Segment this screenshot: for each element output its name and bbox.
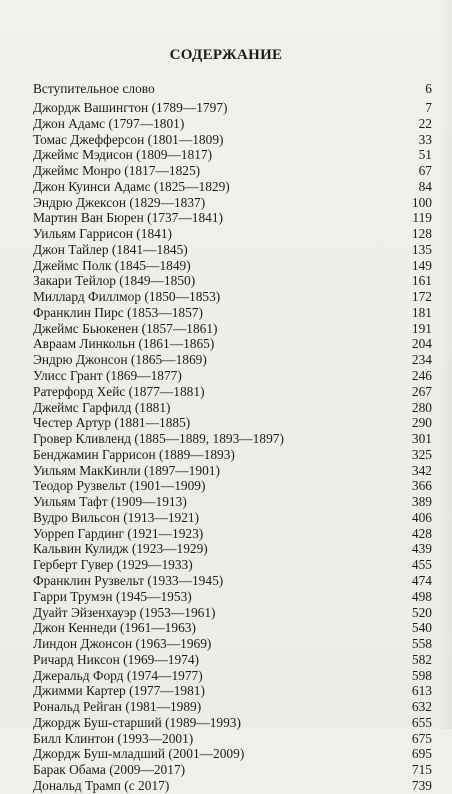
- toc-row: [33, 100, 432, 116]
- toc-entry-page: 161: [411, 273, 432, 289]
- toc-row: [33, 273, 432, 289]
- toc-entry-page: 51: [418, 147, 432, 163]
- toc-entry-label: Мартин Ван Бюрен (1737—1841): [33, 210, 224, 226]
- toc-entry-page: 366: [411, 478, 432, 494]
- toc-row: [33, 541, 432, 557]
- toc-row: [33, 447, 432, 463]
- toc-row: [33, 778, 432, 794]
- toc-row: [33, 683, 432, 699]
- toc-entry-page: 715: [411, 762, 432, 778]
- toc-row: [33, 163, 432, 179]
- toc-row: [33, 258, 432, 274]
- toc-entry-label: Улисс Грант (1869—1877): [33, 368, 182, 384]
- toc-entry-page: 389: [411, 494, 432, 510]
- toc-entry-label: Закари Тейлор (1849—1850): [33, 273, 196, 289]
- toc-row: [33, 526, 432, 542]
- toc-entry-label: Джеймс Бьюкенен (1857—1861): [33, 320, 218, 336]
- toc-entry-page: 582: [411, 651, 432, 667]
- toc-row: [33, 605, 432, 621]
- toc-entry-label: Гровер Кливленд (1885—1889, 1893—1897): [33, 431, 284, 447]
- toc-entry-label: Линдон Джонсон (1963—1969): [33, 636, 212, 652]
- toc-row: [33, 478, 432, 494]
- toc-entry-label: Джеймс Гарфилд (1881): [33, 399, 171, 415]
- toc-entry-page: 613: [411, 683, 432, 699]
- toc-entry-label: Герберт Гувер (1929—1933): [33, 557, 193, 573]
- toc-entry-page: 655: [411, 714, 432, 730]
- toc-entry-label: Джордж Буш-младший (2001—2009): [33, 746, 245, 762]
- toc-entry-label: Джимми Картер (1977—1981): [33, 683, 205, 699]
- toc-row: [33, 400, 432, 416]
- toc-row: [33, 289, 432, 305]
- toc-entry-page: 739: [411, 777, 432, 793]
- page-edge-shadow: [438, 0, 452, 729]
- toc-row: [33, 210, 432, 226]
- toc-entry-page: 204: [411, 336, 432, 352]
- toc-entry-label: Джон Адамс (1797—1801): [33, 115, 185, 131]
- toc-row: [33, 384, 432, 400]
- toc-row: [33, 242, 432, 258]
- toc-entry-page: 234: [411, 352, 432, 368]
- toc-row: [33, 620, 432, 636]
- page-title: СОДЕРЖАНИЕ: [169, 47, 283, 63]
- toc-entry-label: Честер Артур (1881—1885): [33, 415, 191, 431]
- toc-entry-page: 342: [411, 462, 432, 478]
- toc-entry-page: 100: [411, 194, 432, 210]
- toc-entry-page: 67: [418, 163, 432, 179]
- toc-entry-page: 439: [411, 541, 432, 557]
- toc-entry-page: 6: [425, 81, 432, 96]
- toc-entry-label: Дональд Трамп (с 2017): [33, 777, 170, 793]
- toc-entry-label: Джордж Вашингтон (1789—1797): [33, 100, 228, 115]
- toc-entry-label: Эндрю Джонсон (1865—1869): [33, 352, 207, 368]
- toc-row: [33, 132, 432, 148]
- toc-row: [33, 226, 432, 242]
- toc-row: [33, 195, 432, 211]
- toc-entry-page: 181: [411, 304, 432, 320]
- toc-entry-label: Авраам Линкольн (1861—1865): [33, 336, 215, 352]
- toc-entry-label: Уильям Тафт (1909—1913): [33, 494, 187, 510]
- toc-row: [33, 415, 432, 431]
- toc-entry-label: Ратерфорд Хейс (1877—1881): [33, 383, 205, 399]
- toc-list: [33, 100, 432, 794]
- toc-entry-label: Джон Куинси Адамс (1825—1829): [33, 178, 230, 194]
- toc-row: [33, 731, 432, 747]
- toc-entry-label: Билл Клинтон (1993—2001): [33, 730, 194, 746]
- toc-row: [33, 179, 432, 195]
- toc-entry-label: Кальвин Кулидж (1923—1929): [33, 541, 208, 557]
- toc-row: [33, 746, 432, 762]
- toc-row: [33, 573, 432, 589]
- toc-entry-label: Джон Кеннеди (1961—1963): [33, 620, 196, 636]
- toc-entry-page: 520: [411, 604, 432, 620]
- toc-row: [33, 510, 432, 526]
- toc-entry-label: Франклин Рузвельт (1933—1945): [33, 572, 224, 588]
- toc-row: [33, 463, 432, 479]
- toc-entry-page: 301: [411, 431, 432, 447]
- toc-entry-page: 172: [411, 289, 432, 305]
- toc-entry-label: Барак Обама (2009—2017): [33, 762, 186, 778]
- toc-entry-page: 695: [411, 746, 432, 762]
- toc-entry-page: 290: [411, 415, 432, 431]
- toc-entry-label: Вудро Вильсон (1913—1921): [33, 509, 200, 525]
- toc-row: [33, 321, 432, 337]
- toc-row: [33, 636, 432, 652]
- toc-entry-label: Джордж Буш-старший (1989—1993): [33, 714, 241, 730]
- toc-row: [33, 557, 432, 573]
- toc-row: [33, 147, 432, 163]
- toc-row: [33, 762, 432, 778]
- toc-row: [33, 668, 432, 684]
- toc-entry-page: 498: [411, 588, 432, 604]
- toc-entry-page: 598: [411, 667, 432, 683]
- toc-entry-label: Джеймс Полк (1845—1849): [33, 257, 191, 273]
- toc-entry-label: Джеймс Монро (1817—1825): [33, 163, 201, 179]
- toc-entry-page: 246: [411, 368, 432, 384]
- toc-entry-page: 428: [411, 525, 432, 541]
- toc-row: [33, 589, 432, 605]
- toc-entry-page: 540: [411, 620, 432, 636]
- toc-entry-page: 632: [411, 699, 432, 715]
- toc-entry-label: Томас Джефферсон (1801—1809): [33, 131, 224, 147]
- toc-row: [33, 116, 432, 132]
- toc-entry-page: 267: [411, 383, 432, 399]
- toc-row: [33, 699, 432, 715]
- toc-entry-page: 675: [411, 730, 432, 746]
- toc-entry-page: 280: [411, 399, 432, 415]
- toc-row: [33, 336, 432, 352]
- toc-entry-page: 191: [411, 320, 432, 336]
- toc-entry-page: 474: [411, 572, 432, 588]
- toc-entry-page: 325: [411, 446, 432, 462]
- toc-entry-label: Бенджамин Гаррисон (1889—1893): [33, 446, 235, 462]
- toc-row: [33, 431, 432, 447]
- toc-row: [33, 715, 432, 731]
- toc-row: [33, 652, 432, 668]
- toc-entry-label: Вступительное слово: [33, 81, 155, 96]
- toc-entry-page: 7: [425, 100, 432, 115]
- toc-entry-label: Дуайт Эйзенхауэр (1953—1961): [33, 604, 216, 620]
- toc-entry-label: Уильям МакКинли (1897—1901): [33, 462, 220, 478]
- toc-entry-label: Теодор Рузвельт (1901—1909): [33, 478, 206, 494]
- toc-entry-page: 119: [412, 210, 432, 226]
- toc-entry-page: 558: [411, 636, 432, 652]
- toc-entry-page: 135: [411, 241, 432, 257]
- toc-entry-page: 455: [411, 557, 432, 573]
- toc-entry-label: Франклин Пирс (1853—1857): [33, 304, 203, 320]
- toc-entry-page: 33: [418, 131, 432, 147]
- toc-entry-label: Уильям Гаррисон (1841): [33, 226, 172, 242]
- toc-row: [33, 494, 432, 510]
- toc-row: [33, 305, 432, 321]
- toc-entry-page: 406: [411, 509, 432, 525]
- toc-entry-label: Гарри Трумэн (1945—1953): [33, 588, 192, 604]
- toc-entry-label: Уорреп Гардинг (1921—1923): [33, 525, 204, 541]
- toc-entry-page: 149: [411, 257, 432, 273]
- toc-row: [33, 352, 432, 368]
- toc-entry-label: Джеймс Мэдисон (1809—1817): [33, 147, 213, 163]
- toc-entry-page: 128: [411, 226, 432, 242]
- toc-row: [33, 80, 432, 98]
- toc-entry-page: 22: [418, 115, 432, 131]
- toc-entry-label: Миллард Филлмор (1850—1853): [33, 289, 221, 305]
- toc-row: [33, 368, 432, 384]
- toc-entry-label: Джеральд Форд (1974—1977): [33, 667, 203, 683]
- toc-entry-label: Эндрю Джексон (1829—1837): [33, 194, 206, 210]
- toc-entry-label: Джон Тайлер (1841—1845): [33, 241, 188, 257]
- toc-entry-label: Ричард Никсон (1969—1974): [33, 651, 200, 667]
- toc-intro: [33, 80, 432, 98]
- toc-entry-label: Рональд Рейган (1981—1989): [33, 699, 202, 715]
- toc-entry-page: 84: [418, 178, 432, 194]
